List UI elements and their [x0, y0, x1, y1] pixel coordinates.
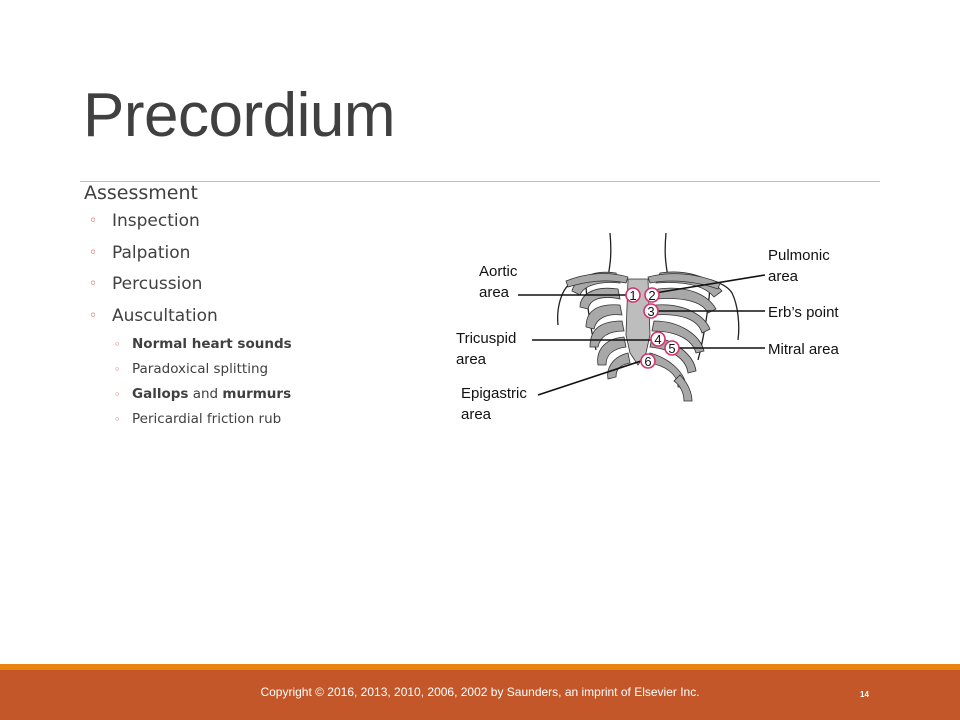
- aortic-label: Aortic: [479, 263, 518, 280]
- point-6-marker: [641, 354, 655, 369]
- point-3-marker: [644, 304, 658, 319]
- epigastric-label-2: area: [461, 406, 492, 423]
- list-item: ◦ Palpation: [89, 242, 191, 263]
- sub-list-item: ◦ Gallops and murmurs: [114, 385, 292, 402]
- copyright-text: Copyright © 2016, 2013, 2010, 2006, 2002 by Saunders, an imprint of Elsevier Inc.: [260, 685, 700, 699]
- slide-title: Precordium: [83, 81, 395, 150]
- svg-text:1: 1: [629, 288, 637, 303]
- tricuspid-label-2: area: [456, 351, 487, 368]
- sub-list-item: ◦ Normal heart sounds: [114, 335, 292, 352]
- list-item: ◦ Auscultation ◦ Normal heart sounds ◦ Paradoxical splitting ◦ Gallops and murmurs ◦ Pericardial friction rub: [84, 305, 424, 428]
- bullet-icon: ◦: [114, 412, 121, 426]
- bullet-icon: ◦: [89, 244, 98, 261]
- svg-text:6: 6: [644, 354, 652, 369]
- point-4-marker: [651, 332, 665, 347]
- bullet-icon: ◦: [114, 362, 121, 376]
- pulmonic-label: Pulmonic: [768, 247, 830, 264]
- list-item: ◦ Percussion: [89, 274, 203, 294]
- sub-list-item: ◦ Paradoxical splitting: [114, 360, 269, 377]
- mitral-label: Mitral area: [768, 341, 839, 358]
- precordium-diagram: [440, 225, 880, 435]
- footer-bar: [0, 670, 960, 720]
- page-number: 14: [860, 690, 869, 699]
- svg-text:3: 3: [647, 304, 655, 319]
- svg-text:5: 5: [668, 341, 676, 356]
- tricuspid-label: Tricuspid: [456, 330, 517, 347]
- svg-text:2: 2: [648, 288, 656, 303]
- aortic-label-2: area: [479, 284, 510, 301]
- bullet-icon: ◦: [89, 213, 98, 229]
- bullet-icon: ◦: [114, 387, 121, 401]
- slide-content: [84, 180, 424, 437]
- pulmonic-label-2: area: [768, 268, 799, 285]
- point-5-marker: [665, 341, 679, 356]
- assessment-list: [84, 210, 424, 428]
- bullet-icon: ◦: [89, 307, 98, 324]
- point-2-marker: [645, 288, 659, 303]
- auscultation-sublist: [112, 336, 424, 428]
- svg-text:4: 4: [654, 332, 662, 347]
- list-item: ◦ Inspection: [89, 211, 200, 231]
- bullet-icon: ◦: [114, 337, 121, 351]
- bullet-icon: ◦: [89, 276, 98, 292]
- epigastric-label: Epigastric: [461, 385, 527, 402]
- sub-list-item: ◦ Pericardial friction rub: [114, 410, 282, 427]
- erbs-point-label: Erb’s point: [768, 304, 839, 321]
- assessment-heading: Assessment: [84, 182, 198, 204]
- point-1-marker: [626, 288, 640, 303]
